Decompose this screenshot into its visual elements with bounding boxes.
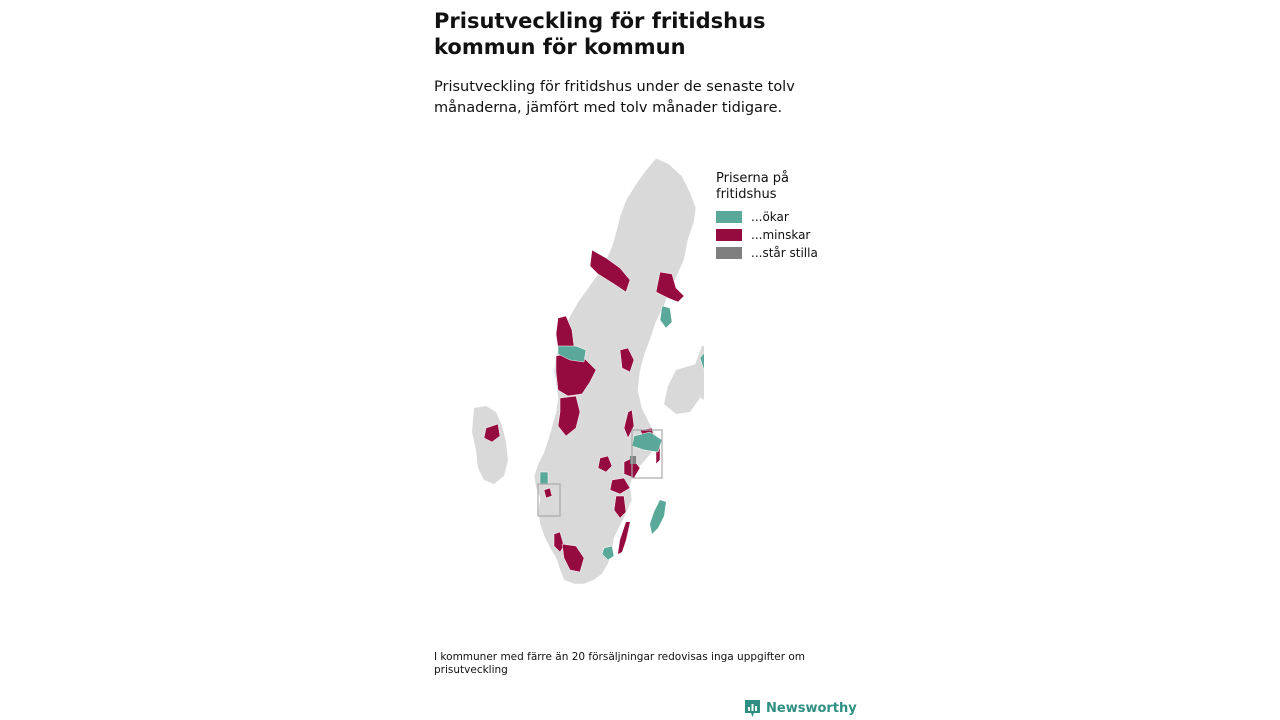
legend-label: ...minskar (751, 228, 811, 242)
legend-item-decreasing (716, 226, 846, 244)
legend-label: ...står stilla (751, 246, 818, 260)
island-group-east (664, 364, 704, 414)
page-subtitle: Prisutveckling för fritidshus under de senaste tolv månaderna, jämfört med tolv månader tidigare. (434, 79, 795, 116)
sweden-map (464, 150, 704, 590)
legend-item-increasing (716, 208, 846, 226)
western-inset-landmass (472, 406, 508, 484)
footnote: I kommuner med färre än 20 försäljningar redovisas inga uppgifter om prisutveckling (434, 651, 806, 676)
legend-swatch (716, 247, 742, 259)
chart-container (434, 0, 857, 720)
legend-label: ...ökar (751, 210, 789, 224)
brand-name: Newsworthy (766, 701, 857, 716)
legend-title: Priserna på fritidshus (716, 171, 790, 202)
newsworthy-logo-icon (744, 699, 761, 718)
legend-item-stable (716, 244, 846, 262)
legend-swatch (716, 211, 742, 223)
legend-swatch (716, 229, 742, 241)
legend (716, 171, 846, 262)
stable-region (630, 456, 636, 464)
brand[interactable] (744, 699, 857, 718)
page-title: Prisutveckling för fritidshus kommun för kommun (434, 9, 766, 59)
gotland (650, 500, 666, 534)
